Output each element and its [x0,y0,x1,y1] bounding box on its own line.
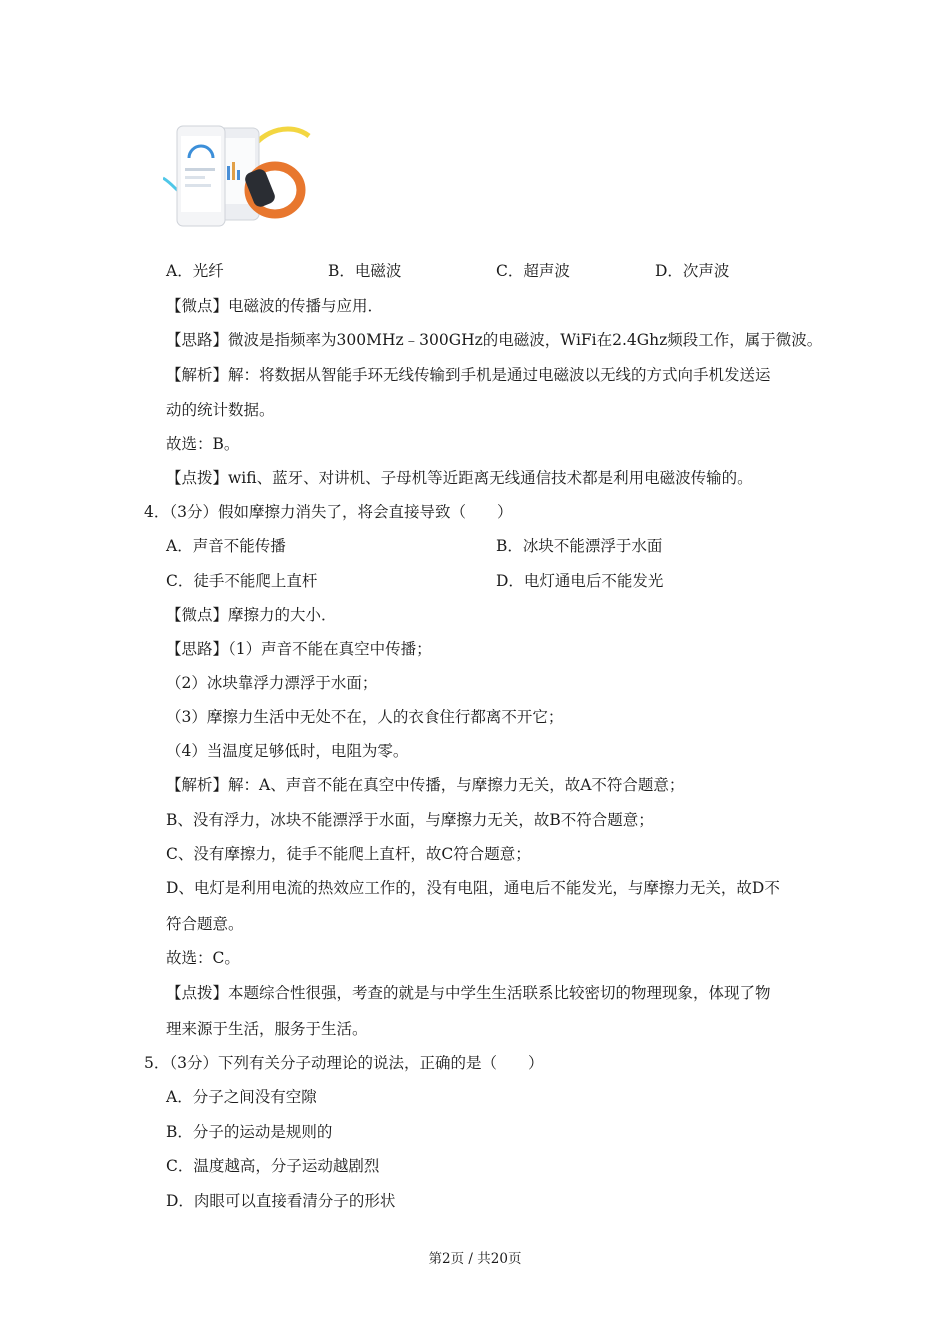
q4-idea-line-4: （4）当温度足够低时，电阻为零。 [166,742,409,760]
q4-analysis-line-1: 【解析】解：A、声音不能在真空中传播，与摩擦力无关，故A不符合题意； [166,776,685,794]
q5-stem: 5．（3分）下列有关分子动理论的说法，正确的是（ ） [144,1054,544,1072]
q3-option-b: B．电磁波 [328,262,402,280]
yellow-ribbon [251,129,309,150]
q4-option-a: A．声音不能传播 [166,537,286,555]
q4-option-b: B．冰块不能漂浮于水面 [496,537,663,555]
q4-analysis-line-4: D、电灯是利用电流的热效应工作的，没有电阻，通电后不能发光，与摩擦力无关，故D不 [166,879,780,897]
q3-option-d: D．次声波 [655,262,730,280]
q4-answer: 故选：C。 [166,949,240,967]
q4-tip-line-2: 理来源于生活，服务于生活。 [166,1020,368,1038]
q4-point: 【微点】摩擦力的大小． [166,606,337,624]
q4-option-c: C．徒手不能爬上直杆 [166,572,318,590]
q3-option-a: A．光纤 [166,262,224,280]
q3-point: 【微点】电磁波的传播与应用． [166,297,384,315]
page-footer: 第2页 / 共20页 [428,1251,522,1267]
phone-smartband-illustration [163,122,313,230]
q3-analysis-line-2: 动的统计数据。 [166,401,275,419]
q3-idea: 【思路】微波是指频率为300MHz﹣300GHz的电磁波，WiFi在2.4Ghz频段工作，属于微波。 [166,331,823,349]
q3-answer: 故选：B。 [166,435,240,453]
q4-analysis-line-3: C、没有摩擦力，徒手不能爬上直杆，故C符合题意； [166,845,531,863]
q4-analysis-line-2: B、没有浮力，冰块不能漂浮于水面，与摩擦力无关，故B不符合题意； [166,811,654,829]
q3-tip: 【点拨】wifi、蓝牙、对讲机、子母机等近距离无线通信技术都是利用电磁波传输的。 [166,469,753,487]
q4-option-d: D．电灯通电后不能发光 [496,572,664,590]
q5-option-a: A．分子之间没有空隙 [166,1088,317,1106]
q4-idea-line-3: （3）摩擦力生活中无处不在，人的衣食住行都离不开它； [166,708,564,726]
q5-option-c: C．温度越高，分子运动越剧烈 [166,1157,380,1175]
q4-idea-line-2: （2）冰块靠浮力漂浮于水面； [166,674,378,692]
q3-analysis-line-1: 【解析】解：将数据从智能手环无线传输到手机是通过电磁波以无线的方式向手机发送运 [166,366,771,384]
q5-option-b: B．分子的运动是规则的 [166,1123,333,1141]
q5-option-d: D．肉眼可以直接看清分子的形状 [166,1192,396,1210]
q4-stem: 4．（3分）假如摩擦力消失了，将会直接导致（ ） [144,503,513,521]
q4-tip-line-1: 【点拨】本题综合性很强，考查的就是与中学生生活联系比较密切的物理现象，体现了物 [166,984,771,1002]
q4-analysis-line-5: 符合题意。 [166,915,244,933]
q4-idea-line-1: 【思路】（1）声音不能在真空中传播； [166,640,432,658]
q3-option-c: C．超声波 [496,262,570,280]
